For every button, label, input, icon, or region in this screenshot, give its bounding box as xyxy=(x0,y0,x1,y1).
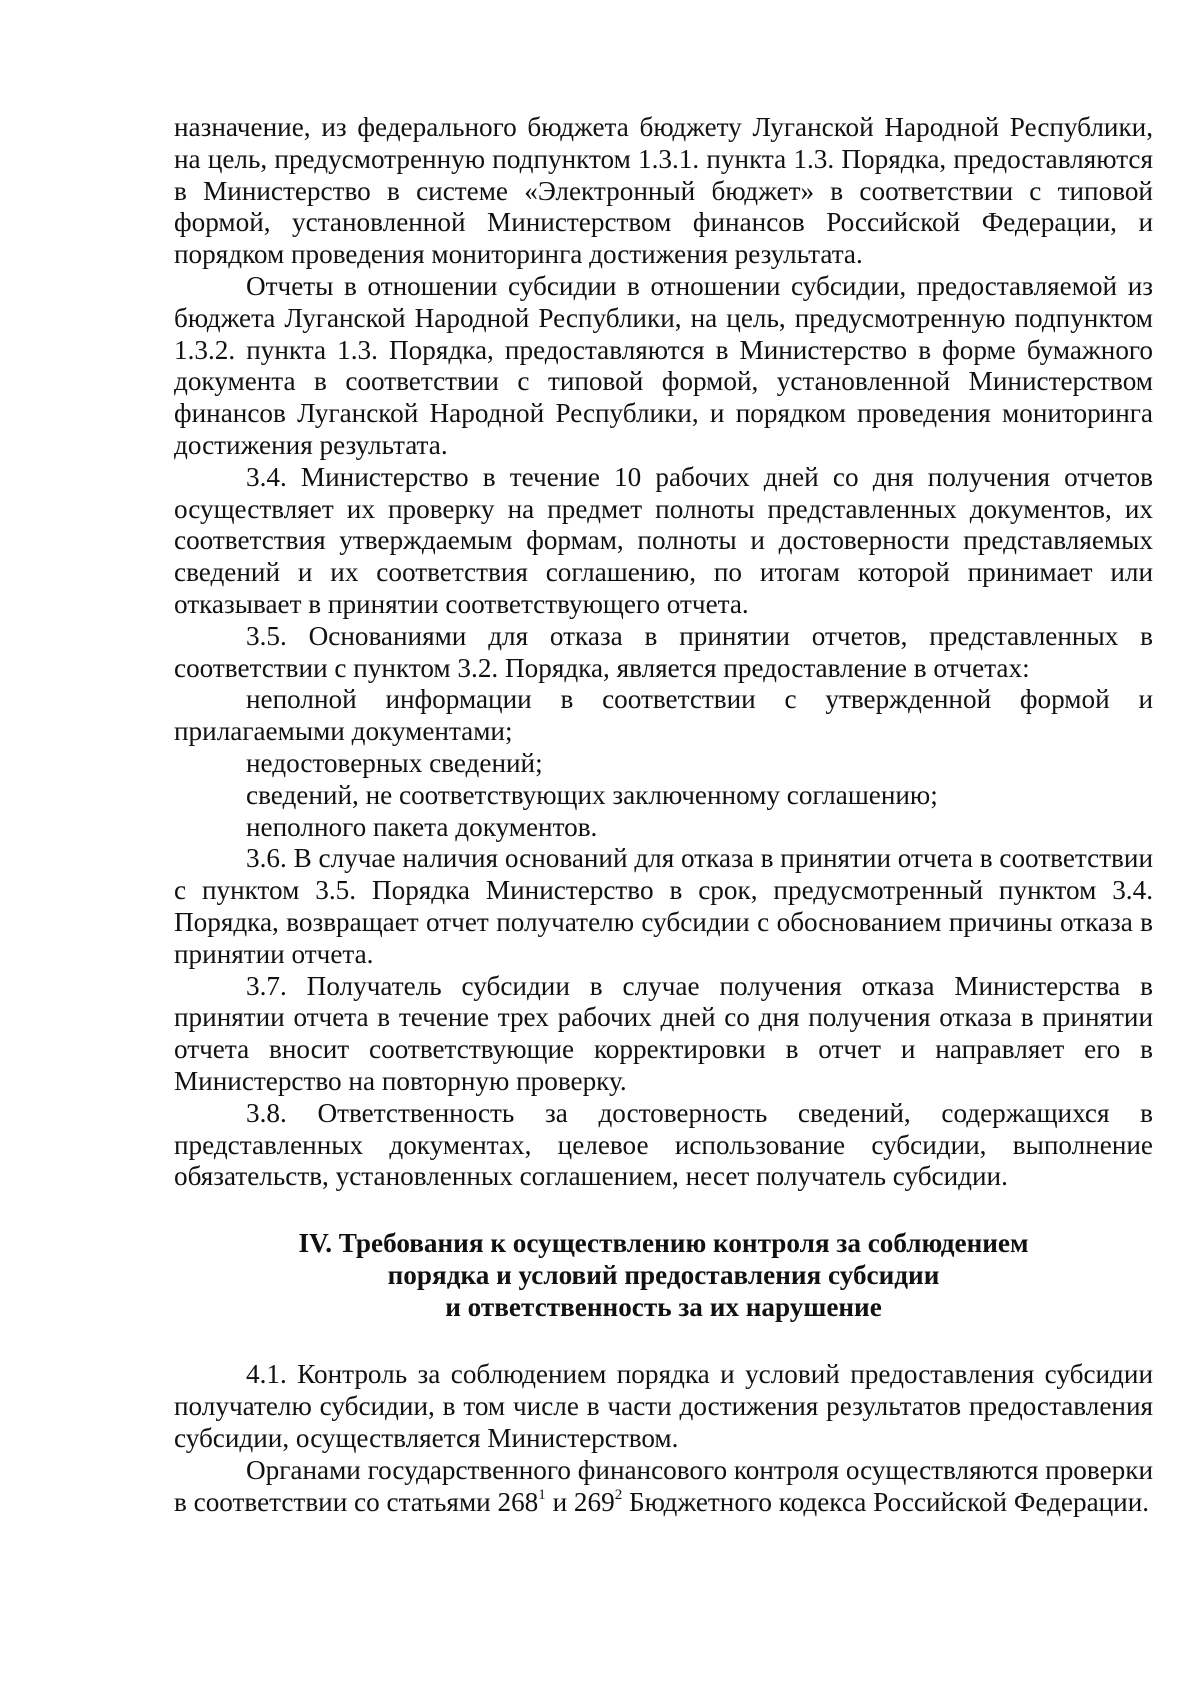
list-item-noncompliant-data: сведений, не соответствующих заключенному соглашению; xyxy=(246,779,938,810)
list-item-unreliable-data: недостоверных сведений; xyxy=(246,747,543,778)
section-heading-line-1: IV. Требования к осуществлению контроля за соблюдением xyxy=(298,1228,1029,1259)
document-page xyxy=(174,112,1153,1518)
list-item-incomplete-info: неполной информации в соответствии с утвержденной формой и прилагаемыми документами; xyxy=(174,684,1153,747)
section-heading-iv xyxy=(174,1228,1153,1323)
paragraph-state-financial-control xyxy=(174,1455,1153,1519)
paragraph-reports-paper-form: Отчеты в отношении субсидии в отношении субсидии, предоставляемой из бюджета Луганской Народной Республики, на цель, предусмотренную подпунктом 1.3.2. пункта 1.3. Порядка, предоставляются в Министерство в форме бумажного документа в соответствии с типовой формой, установленной Министерством финансов Луганской Народной Республики, и порядком проведения мониторинга достижения результата. xyxy=(174,270,1153,460)
control-text-part-1: Органами государственного финансового контроля осуществляются проверки в соответствии со статьями 268 xyxy=(174,1454,1153,1517)
paragraph-4-1: 4.1. Контроль за соблюдением порядка и условий предоставления субсидии получателю субсидии, в том числе в части достижения результатов предоставления субсидии, осуществляется Министерством. xyxy=(174,1359,1153,1454)
paragraph-3-7: 3.7. Получатель субсидии в случае получения отказа Министерства в принятии отчета в течение трех рабочих дней со дня получения отказа в принятии отчета вносит соответствующие корректировки в отчет и направляет его в Министерство на повторную проверку. xyxy=(174,970,1153,1096)
paragraph-reporting-electronic-budget: назначение, из федерального бюджета бюджету Луганской Народной Республики, на цель, предусмотренную подпунктом 1.3.1. пункта 1.3. Порядка, предоставляются в Министерство в системе «Электронный бюджет» в соответствии с типовой формой, установленной Министерством финансов Российской Федерации, и порядком проведения мониторинга достижения результата. xyxy=(174,112,1153,270)
article-269-superscript: 2 xyxy=(614,1486,623,1503)
paragraph-3-5: 3.5. Основаниями для отказа в принятии отчетов, представленных в соответствии с пунктом 3.2. Порядка, является предоставление в отчетах: xyxy=(174,620,1153,683)
section-heading-line-2: порядка и условий предоставления субсидии xyxy=(387,1259,940,1290)
article-268-superscript: 1 xyxy=(538,1486,546,1503)
control-text-part-2: и 269 xyxy=(545,1486,615,1517)
list-item-incomplete-package: неполного пакета документов. xyxy=(246,811,598,842)
paragraph-3-4: 3.4. Министерство в течение 10 рабочих дней со дня получения отчетов осуществляет их проверку на предмет полноты представленных документов, их соответствия утверждаемым формам, полноты и достоверности представляемых сведений и их соответствия соглашению, по итогам которой принимает или отказывает в принятии соответствующего отчета. xyxy=(174,461,1153,619)
control-text-part-3: Бюджетного кодекса Российской Федерации. xyxy=(622,1486,1150,1517)
paragraph-3-6: 3.6. В случае наличия оснований для отказа в принятии отчета в соответствии с пунктом 3.5. Порядка Министерство в срок, предусмотренный пунктом 3.4. Порядка, возвращает отчет получателю субсидии с обоснованием причины отказа в принятии отчета. xyxy=(174,843,1153,969)
section-heading-line-3: и ответственность за их нарушение xyxy=(445,1291,882,1322)
paragraph-3-8: 3.8. Ответственность за достоверность сведений, содержащихся в представленных документах, целевое использование субсидии, выполнение обязательств, установленных соглашением, несет получатель субсидии. xyxy=(174,1097,1153,1192)
